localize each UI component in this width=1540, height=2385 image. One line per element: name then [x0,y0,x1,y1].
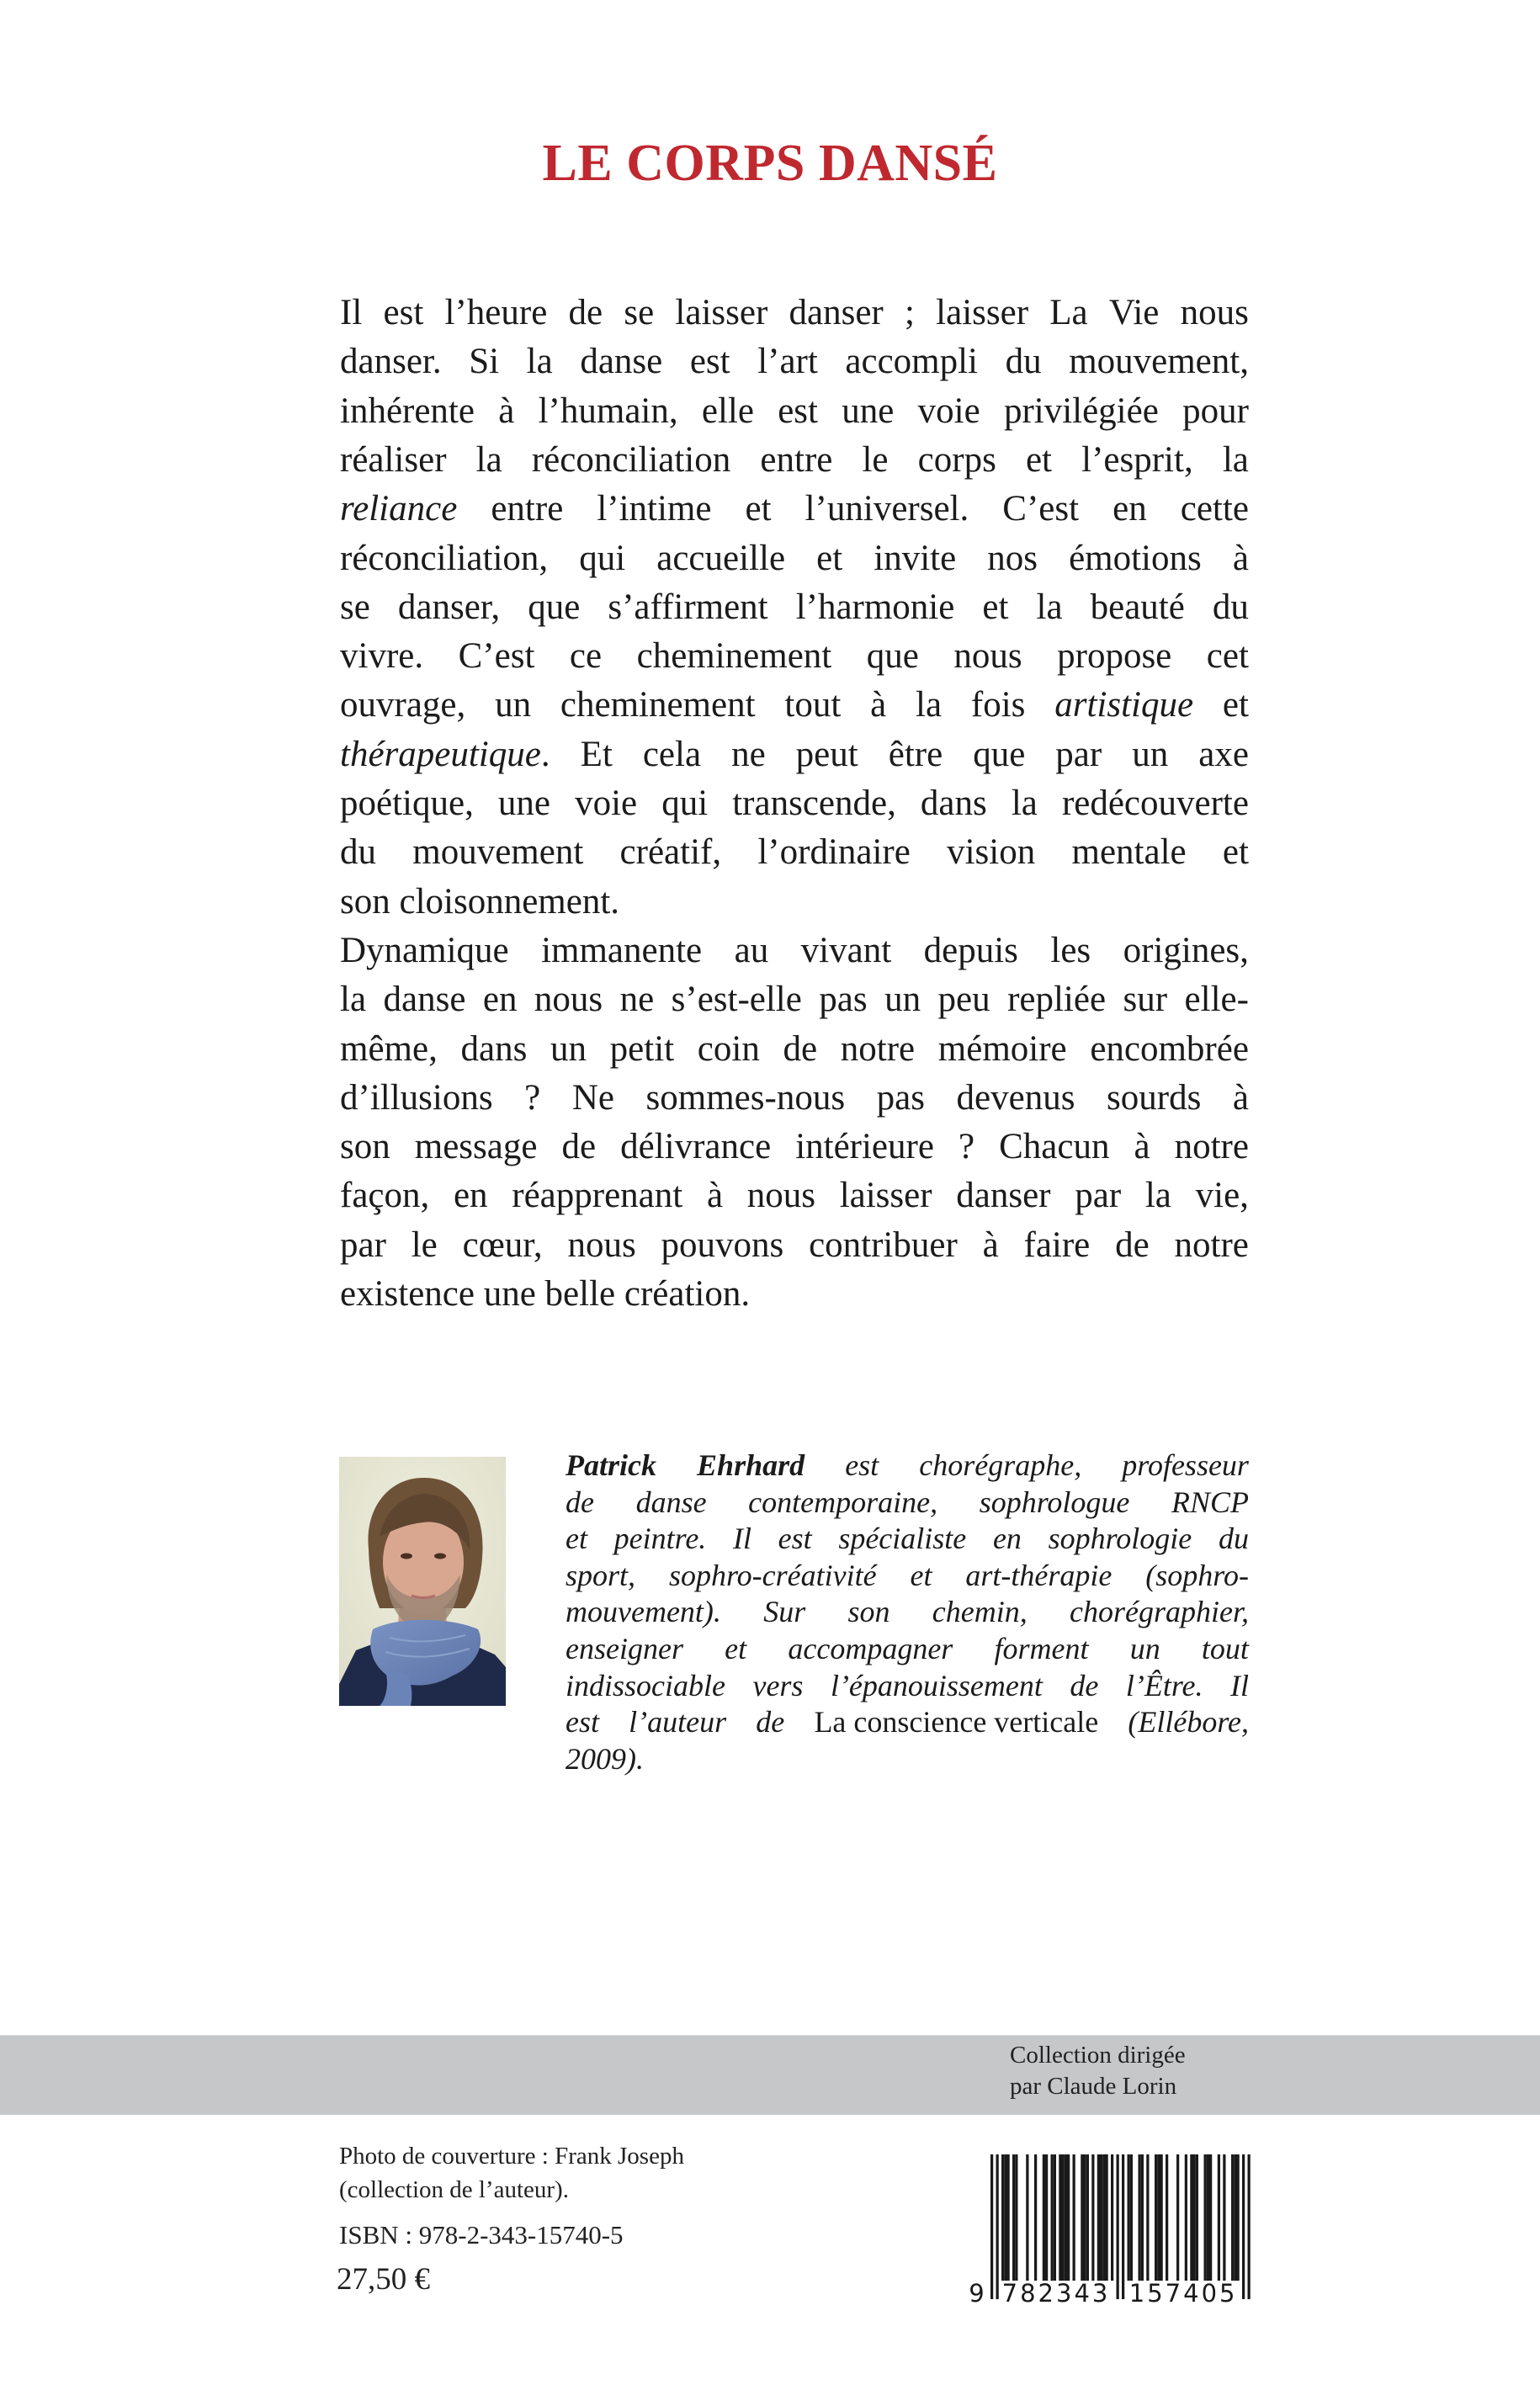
word: reliance [340,489,458,529]
isbn: ISBN : 978-2-343-15740-5 [339,2220,624,2250]
summary-line [340,681,1249,730]
word: thérapeutique. [340,734,550,774]
word: nous [1180,293,1249,332]
summary-line [340,975,1249,1024]
bio-line [566,1667,1249,1704]
word: mémoire [937,1028,1067,1069]
word: l’humain, [538,390,678,431]
isbn-barcode [968,2150,1254,2310]
word: qui [661,783,709,823]
word: peintre. [613,1522,707,1556]
word: accueille [656,538,786,578]
word: est [778,1522,812,1556]
word: réconciliation [531,439,731,480]
word: devenus [956,1077,1075,1118]
word: entre [760,439,833,480]
word: chemin, [932,1595,1028,1629]
word: Sur [763,1595,806,1629]
word: accompagner [788,1632,953,1665]
word: nous [746,1176,815,1216]
word: à [870,685,887,725]
word: ? [524,1077,541,1118]
word: par [1055,734,1102,774]
word: vie, [1195,1176,1249,1216]
word: nous [534,980,603,1020]
word: ; [904,293,915,332]
word: la [1011,783,1038,823]
word: repliée [1007,980,1107,1020]
word: que [866,636,919,677]
word: sport, [566,1558,636,1592]
word: cela [642,734,702,774]
bio-line [566,1520,1249,1557]
word: axe [1198,734,1249,774]
word: du [1212,587,1249,627]
summary-line [340,436,1249,485]
word: redécouverte [1061,783,1249,823]
word: vivre. [340,636,424,677]
word: la [1036,587,1063,627]
word: réapprenant [512,1176,683,1216]
word: l’ordinaire [757,832,911,873]
summary-line [340,387,1249,436]
word: sophrologie [1048,1522,1192,1556]
word: du [1005,342,1042,382]
word: laisser [936,293,1029,332]
word: de [566,1485,594,1519]
word: (sophro- [1145,1558,1249,1592]
book-reference: La conscience verticale [814,1705,1099,1740]
word: et [566,1522,587,1556]
word: réconciliation, [340,538,549,578]
word: en [992,1522,1022,1556]
word: dans [920,783,987,823]
word: Chacun [999,1127,1110,1167]
barcode-icon [968,2150,1254,2310]
word: C’est [1002,489,1080,529]
word: et [745,489,772,529]
summary-line [340,1221,1249,1270]
word: l’harmonie [795,587,955,627]
word: C’est [458,636,535,677]
word: son cloisonnement. [340,881,620,922]
word: artistique [1054,685,1194,725]
book-title: LE CORPS DANSÉ [542,135,998,192]
svg-text:782343: 782343 [1001,2279,1111,2308]
word: sur [1123,980,1168,1020]
word: le [411,1224,438,1265]
word: nos [987,538,1038,578]
word: invite [874,538,957,578]
summary-line [340,1270,1249,1319]
photo-credit-source: (collection de l’auteur). [339,2176,569,2203]
word: sophro-créativité [668,1558,877,1592]
word: poétique, [340,783,474,823]
word: l’art [757,342,818,382]
word: Dynamique [340,930,509,970]
word: est [778,390,818,431]
word: RNCP [1171,1485,1249,1519]
word: son [340,1127,390,1167]
word: professeur [1122,1448,1249,1482]
word: indissociable [566,1668,725,1702]
word: de [568,293,603,332]
word: et [1025,439,1052,480]
word: beauté [1090,587,1185,627]
word: sommes-nous [645,1077,846,1118]
author-portrait-icon [339,1457,506,1706]
word: la [916,685,943,725]
word: transcende, [732,783,896,823]
word: notre [840,1028,916,1069]
word: et [725,1632,747,1665]
word: ne [619,980,655,1020]
summary-line [340,289,1249,337]
word: La [1049,293,1088,332]
word: même, [340,1028,438,1069]
bio-line [566,1557,1249,1594]
word: chorégraphier, [1069,1595,1249,1629]
author-name: Patrick [566,1448,656,1482]
word: l’heure [444,293,548,332]
word: danse [383,980,466,1020]
word: se [340,587,370,627]
summary-line [340,730,1249,779]
word: immanente [541,930,703,970]
summary-line [340,779,1249,828]
word: laisser [839,1176,932,1216]
word: que [528,587,581,627]
word: depuis [923,930,1018,970]
summary-line [340,828,1249,877]
word: vision [947,832,1036,873]
word: chorégraphe, [919,1448,1082,1482]
word: un [884,980,921,1020]
word: ? [958,1127,975,1167]
word: voie [917,390,980,431]
word: pour [1182,390,1249,431]
word: mouvement [412,832,584,873]
word: de [561,1127,597,1167]
svg-text:157405: 157405 [1128,2279,1238,2308]
word: dans [460,1028,528,1069]
word: à [1232,538,1249,578]
word: l’Être. [1125,1668,1203,1702]
word: ne [731,734,766,774]
word: intérieure [795,1127,934,1167]
word: Il [732,1522,751,1556]
summary-line [340,1123,1249,1171]
word: l’esprit, [1081,439,1193,480]
word: est [845,1448,879,1482]
word: s’affirment [608,587,768,627]
word: elle- [1184,980,1249,1020]
word: inhérente [340,390,475,431]
word: et [1222,685,1249,725]
word: à [498,390,515,431]
word: danser. [340,342,442,382]
word: créatif, [619,832,722,873]
word: le [862,439,889,480]
word: elle [701,390,754,431]
word: pouvons [661,1224,784,1265]
word: par [1075,1176,1122,1216]
word: l’intime [597,489,712,529]
word: contribuer [809,1224,958,1265]
word: du [1218,1522,1249,1556]
word: est [566,1705,599,1740]
word: du [340,832,376,873]
word: par [340,1224,386,1265]
summary-line [340,1171,1249,1220]
word: danser, [397,587,501,627]
word: cet [1206,636,1249,677]
word: danse [635,1485,707,1519]
word: (Ellébore, [1128,1705,1249,1740]
word: peu [937,980,990,1020]
word: sourds [1107,1077,1202,1118]
word: corps [917,439,996,480]
word: en [453,1176,488,1216]
word: délivrance [620,1127,772,1167]
word: est [383,293,424,332]
word: mentale [1071,832,1187,873]
word: à [982,1224,999,1265]
word: l’auteur [629,1705,727,1740]
word: se [624,293,655,332]
word: la [340,980,367,1020]
word: danser [789,293,884,332]
word: et [910,1558,932,1592]
word: un [495,685,532,725]
word: en [1113,489,1147,529]
summary-line [340,583,1249,632]
word: faire [1023,1224,1091,1265]
bio-line [566,1447,1249,1484]
bio-line [566,1703,1249,1740]
word: pas [876,1077,925,1118]
summary-line [340,1074,1249,1123]
word: nous [953,636,1022,677]
word: ouvrage, [340,685,466,725]
word: danser [956,1176,1051,1216]
word: danse [580,342,663,382]
bio-line [566,1740,1249,1777]
word: la [475,439,502,480]
word: façon, [340,1176,430,1216]
word: mouvement). [566,1595,721,1629]
word: propose [1057,636,1172,677]
word: coin [697,1028,760,1069]
word: l’universel. [805,489,969,529]
collection-line-2: par Claude Lorin [1010,2073,1177,2100]
word: l’épanouissement [830,1668,1043,1702]
word: enseigner [566,1632,683,1665]
word: peut [795,734,858,774]
word: art-thérapie [965,1558,1113,1592]
word: cette [1180,489,1249,529]
word: spécialiste [838,1522,967,1556]
word: origines, [1123,930,1249,970]
word: un [550,1028,587,1069]
word: à [706,1176,724,1216]
word: petit [609,1028,675,1069]
word: sophrologue [979,1485,1130,1519]
word: Si [469,342,500,382]
summary-line [340,632,1249,681]
word: forment [994,1632,1089,1665]
word: tout [784,685,842,725]
word: à [1232,1077,1249,1118]
svg-text:9: 9 [969,2279,987,2308]
word: réaliser [340,439,447,480]
word: que [973,734,1026,774]
summary-line [340,927,1249,975]
word: qui [579,538,626,578]
word: laisser [675,293,768,332]
word: pas [819,980,868,1020]
word: existence une belle création. [340,1274,751,1314]
word: de [783,1028,818,1069]
word: être [888,734,943,774]
word: Vie [1108,293,1160,332]
word: voie [575,783,638,823]
word: cheminement [636,636,832,677]
word: Il [340,293,363,332]
photo-credit: Photo de couverture : Frank Joseph [339,2143,684,2170]
word: Ne [571,1077,614,1118]
word: entre [491,489,564,529]
collection-credit [1010,2040,1262,2102]
author-photo [339,1457,506,1706]
price: 27,50 € [337,2262,430,2297]
word: accompli [845,342,979,382]
word: Il [1229,1668,1249,1702]
word: vivant [800,930,892,970]
author-name: Ehrhard [697,1448,805,1482]
word: la [526,342,553,382]
bio-line [566,1630,1249,1667]
word: notre [1174,1127,1249,1167]
word: les [1050,930,1091,970]
word: de [1115,1224,1150,1265]
word: de [756,1705,785,1740]
word: une [497,783,550,823]
word: un [1129,1632,1160,1665]
word: notre [1174,1224,1249,1265]
word: la [1222,439,1249,480]
bio-line [566,1593,1249,1630]
word: privilégiée [1003,390,1159,431]
word: fois [970,685,1026,725]
word: est [689,342,730,382]
word: un [1132,734,1169,774]
word: mouvement, [1069,342,1249,382]
summary-line [340,878,1249,927]
word: au [734,930,769,970]
word: une [842,390,895,431]
word: cœur, [462,1224,543,1265]
word: ce [569,636,603,677]
word: émotions [1069,538,1202,578]
summary-line [340,485,1249,534]
word: cheminement [560,685,756,725]
word: à [1134,1127,1150,1167]
word: nous [567,1224,636,1265]
bio-line [566,1484,1249,1521]
summary-line [340,534,1249,583]
summary-line [340,337,1249,386]
word: la [1144,1176,1171,1216]
word: son [847,1595,890,1629]
word: message [414,1127,538,1167]
collection-line-1: Collection dirigée [1010,2042,1186,2069]
word: contemporaine, [748,1485,938,1519]
word: Et [580,734,613,774]
word: de [1070,1668,1099,1702]
word: s’est-elle [671,980,802,1020]
word: tout [1201,1632,1249,1665]
word: en [482,980,518,1020]
word: et [982,587,1009,627]
word: et [1222,832,1249,873]
word: 2009). [566,1741,644,1776]
word: d’illusions [340,1077,493,1118]
word: encombrée [1090,1028,1249,1069]
word: vers [752,1668,804,1702]
summary-line [340,1025,1249,1074]
word: et [816,538,843,578]
collection-band [0,2036,1540,2115]
